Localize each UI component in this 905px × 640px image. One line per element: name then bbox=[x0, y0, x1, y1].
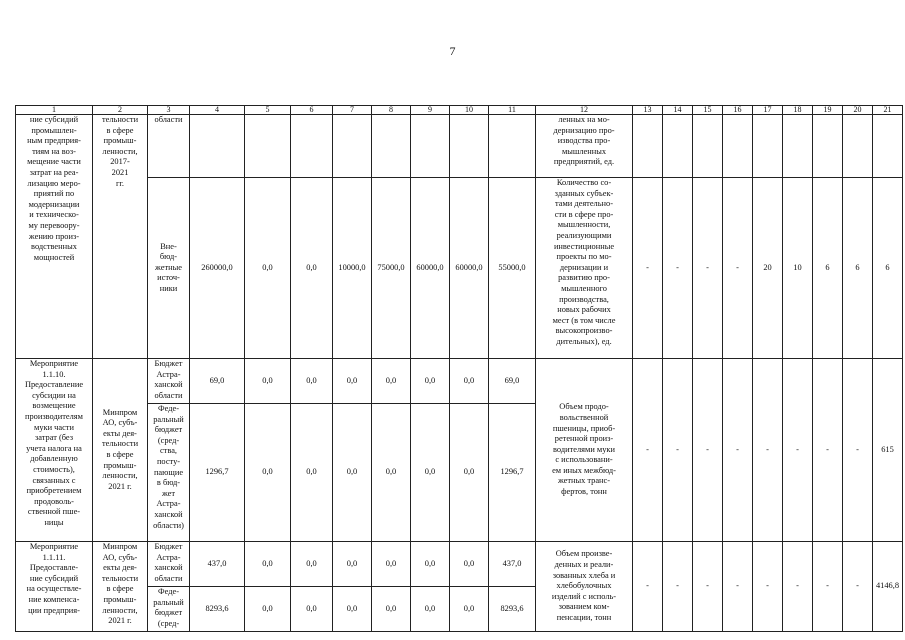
target-value-cell: 10 bbox=[783, 178, 813, 359]
table-row bbox=[16, 359, 903, 404]
amount-cell: 437,0 bbox=[190, 542, 245, 587]
column-number-cell: 16 bbox=[723, 106, 753, 115]
column-number-cell: 7 bbox=[333, 106, 372, 115]
amount-cell: 260000,0 bbox=[190, 178, 245, 359]
column-number-cell: 4 bbox=[190, 106, 245, 115]
amount-cell: 0,0 bbox=[372, 359, 411, 404]
target-value-cell: - bbox=[783, 542, 813, 632]
column-number-cell: 10 bbox=[450, 106, 489, 115]
target-value-cell: 20 bbox=[753, 178, 783, 359]
column-number-cell: 6 bbox=[291, 106, 333, 115]
amount-cell: 0,0 bbox=[372, 587, 411, 632]
target-value-cell: - bbox=[693, 178, 723, 359]
column-number-cell: 3 bbox=[148, 106, 190, 115]
table-row bbox=[16, 542, 903, 587]
amount-cell: 60000,0 bbox=[411, 178, 450, 359]
column-number-row bbox=[16, 106, 903, 115]
target-value-cell: - bbox=[663, 359, 693, 542]
column-number-cell: 8 bbox=[372, 106, 411, 115]
column-number-cell: 11 bbox=[489, 106, 536, 115]
indicator-cell: Количество со- зданных субъек- тами деятельно- сти в сфере про- мышленности, реализующими инвестиционные проекты по мо- дернизации и развитию про- мышленного производства, новых рабочих мест (в том числе высокопроизво- дительных), ед. bbox=[536, 178, 633, 359]
amount-cell: 0,0 bbox=[450, 587, 489, 632]
table-row bbox=[16, 178, 903, 359]
target-value-cell: - bbox=[633, 178, 663, 359]
amount-cell: 0,0 bbox=[245, 587, 291, 632]
amount-cell: 0,0 bbox=[372, 542, 411, 587]
amount-cell: 437,0 bbox=[489, 542, 536, 587]
amount-cell: 0,0 bbox=[333, 404, 372, 542]
target-value-cell: - bbox=[813, 542, 843, 632]
activity-cell: Мероприятие 1.1.10. Предоставление субсидии на возмещение производителям муки части затрат (без учета налога на добавленную стоимость), связанных с приобретением продоволь- ственной пше- ницы bbox=[16, 359, 93, 542]
amount-cell: 0,0 bbox=[291, 359, 333, 404]
target-value-cell: 6 bbox=[843, 178, 873, 359]
amount-cell: 0,0 bbox=[333, 359, 372, 404]
column-number-cell: 9 bbox=[411, 106, 450, 115]
target-value-cell: - bbox=[693, 542, 723, 632]
program-table bbox=[15, 105, 903, 632]
amount-cell: 0,0 bbox=[411, 359, 450, 404]
amount-cell: 55000,0 bbox=[489, 178, 536, 359]
target-value-cell: - bbox=[723, 542, 753, 632]
column-number-cell: 13 bbox=[633, 106, 663, 115]
target-value-cell: 6 bbox=[813, 178, 843, 359]
executor-cell: Минпром АО, субъ- екты дея- тельности в сфере промыш- ленности, 2021 г. bbox=[93, 359, 148, 542]
target-value-cell: 6 bbox=[873, 178, 903, 359]
indicator-cell: ленных на мо- дернизацию про- изводства про- мышленных предприятий, ед. bbox=[536, 115, 633, 178]
target-value-cell: - bbox=[843, 542, 873, 632]
target-value-cell: 615 bbox=[873, 359, 903, 542]
amount-cell: 0,0 bbox=[411, 404, 450, 542]
column-number-cell: 19 bbox=[813, 106, 843, 115]
target-value-cell: - bbox=[633, 542, 663, 632]
column-number-cell: 1 bbox=[16, 106, 93, 115]
funding-source-cell: Феде- ральный бюджет (сред- bbox=[148, 587, 190, 632]
target-value-cell: - bbox=[663, 542, 693, 632]
amount-cell: 0,0 bbox=[411, 542, 450, 587]
target-value-cell: - bbox=[663, 178, 693, 359]
amount-cell: 0,0 bbox=[372, 404, 411, 542]
amount-cell: 0,0 bbox=[291, 404, 333, 542]
target-value-cell: - bbox=[693, 359, 723, 542]
column-number-cell: 15 bbox=[693, 106, 723, 115]
column-number-cell: 12 bbox=[536, 106, 633, 115]
amount-cell: 8293,6 bbox=[489, 587, 536, 632]
amount-cell: 1296,7 bbox=[489, 404, 536, 542]
target-value-cell: - bbox=[813, 359, 843, 542]
amount-cell: 75000,0 bbox=[372, 178, 411, 359]
target-value-cell: - bbox=[843, 359, 873, 542]
executor-cell: тельности в сфере промыш- ленности, 2017- 2021 гг. bbox=[93, 115, 148, 359]
amount-cell: 1296,7 bbox=[190, 404, 245, 542]
amount-cell: 0,0 bbox=[245, 178, 291, 359]
column-number-cell: 2 bbox=[93, 106, 148, 115]
column-number-cell: 17 bbox=[753, 106, 783, 115]
amount-cell: 0,0 bbox=[450, 542, 489, 587]
indicator-cell: Объем произве- денных и реали- зованных хлеба и хлебобулочных изделий с исполь- зованием ком- пенсации, тонн bbox=[536, 542, 633, 632]
amount-cell: 69,0 bbox=[489, 359, 536, 404]
funding-source-cell: Вне- бюд- жетные источ- ники bbox=[148, 178, 190, 359]
funding-source-cell: области bbox=[148, 115, 190, 178]
amount-cell: 8293,6 bbox=[190, 587, 245, 632]
column-number-cell: 14 bbox=[663, 106, 693, 115]
column-number-cell: 20 bbox=[843, 106, 873, 115]
amount-cell: 0,0 bbox=[333, 587, 372, 632]
executor-cell: Минпром АО, субъ- екты дея- тельности в сфере промыш- ленности, 2021 г. bbox=[93, 542, 148, 632]
amount-cell: 60000,0 bbox=[450, 178, 489, 359]
amount-cell: 0,0 bbox=[245, 359, 291, 404]
indicator-cell: Объем продо- вольственной пшеницы, приоб- ретенной произ- водителями муки с использовани- ем иных межбюд- жетных транс- фертов, тонн bbox=[536, 359, 633, 542]
activity-cell: Мероприятие 1.1.11. Предоставле- ние субсидий на осуществле- ние компенса- ции предприя- bbox=[16, 542, 93, 632]
column-number-cell: 21 bbox=[873, 106, 903, 115]
amount-cell: 0,0 bbox=[245, 404, 291, 542]
amount-cell: 0,0 bbox=[245, 542, 291, 587]
amount-cell: 0,0 bbox=[450, 404, 489, 542]
target-value-cell: - bbox=[723, 178, 753, 359]
column-number-cell: 18 bbox=[783, 106, 813, 115]
table-row bbox=[16, 115, 903, 178]
amount-cell: 0,0 bbox=[291, 587, 333, 632]
target-value-cell: - bbox=[753, 359, 783, 542]
amount-cell: 0,0 bbox=[450, 359, 489, 404]
target-value-cell: - bbox=[633, 359, 663, 542]
target-value-cell: 4146,8 bbox=[873, 542, 903, 632]
funding-source-cell: Бюджет Астра- ханской области bbox=[148, 542, 190, 587]
amount-cell: 0,0 bbox=[291, 178, 333, 359]
funding-source-cell: Бюджет Астра- ханской области bbox=[148, 359, 190, 404]
amount-cell: 69,0 bbox=[190, 359, 245, 404]
amount-cell: 0,0 bbox=[291, 542, 333, 587]
amount-cell: 0,0 bbox=[411, 587, 450, 632]
funding-source-cell: Феде- ральный бюджет (сред- ства, посту- пающие в бюд- жет Астра- ханской области) bbox=[148, 404, 190, 542]
target-value-cell: - bbox=[783, 359, 813, 542]
target-value-cell: - bbox=[753, 542, 783, 632]
amount-cell: 10000,0 bbox=[333, 178, 372, 359]
amount-cell: 0,0 bbox=[333, 542, 372, 587]
column-number-cell: 5 bbox=[245, 106, 291, 115]
target-value-cell: - bbox=[723, 359, 753, 542]
page-number: 7 bbox=[449, 44, 456, 58]
activity-cell: ние субсидий промышлен- ным предприя- тиям на воз- мещение части затрат на реа- лизацию меро- приятий по модернизации и техническо- му перевоору- жению произ- водственных мощностей bbox=[16, 115, 93, 359]
